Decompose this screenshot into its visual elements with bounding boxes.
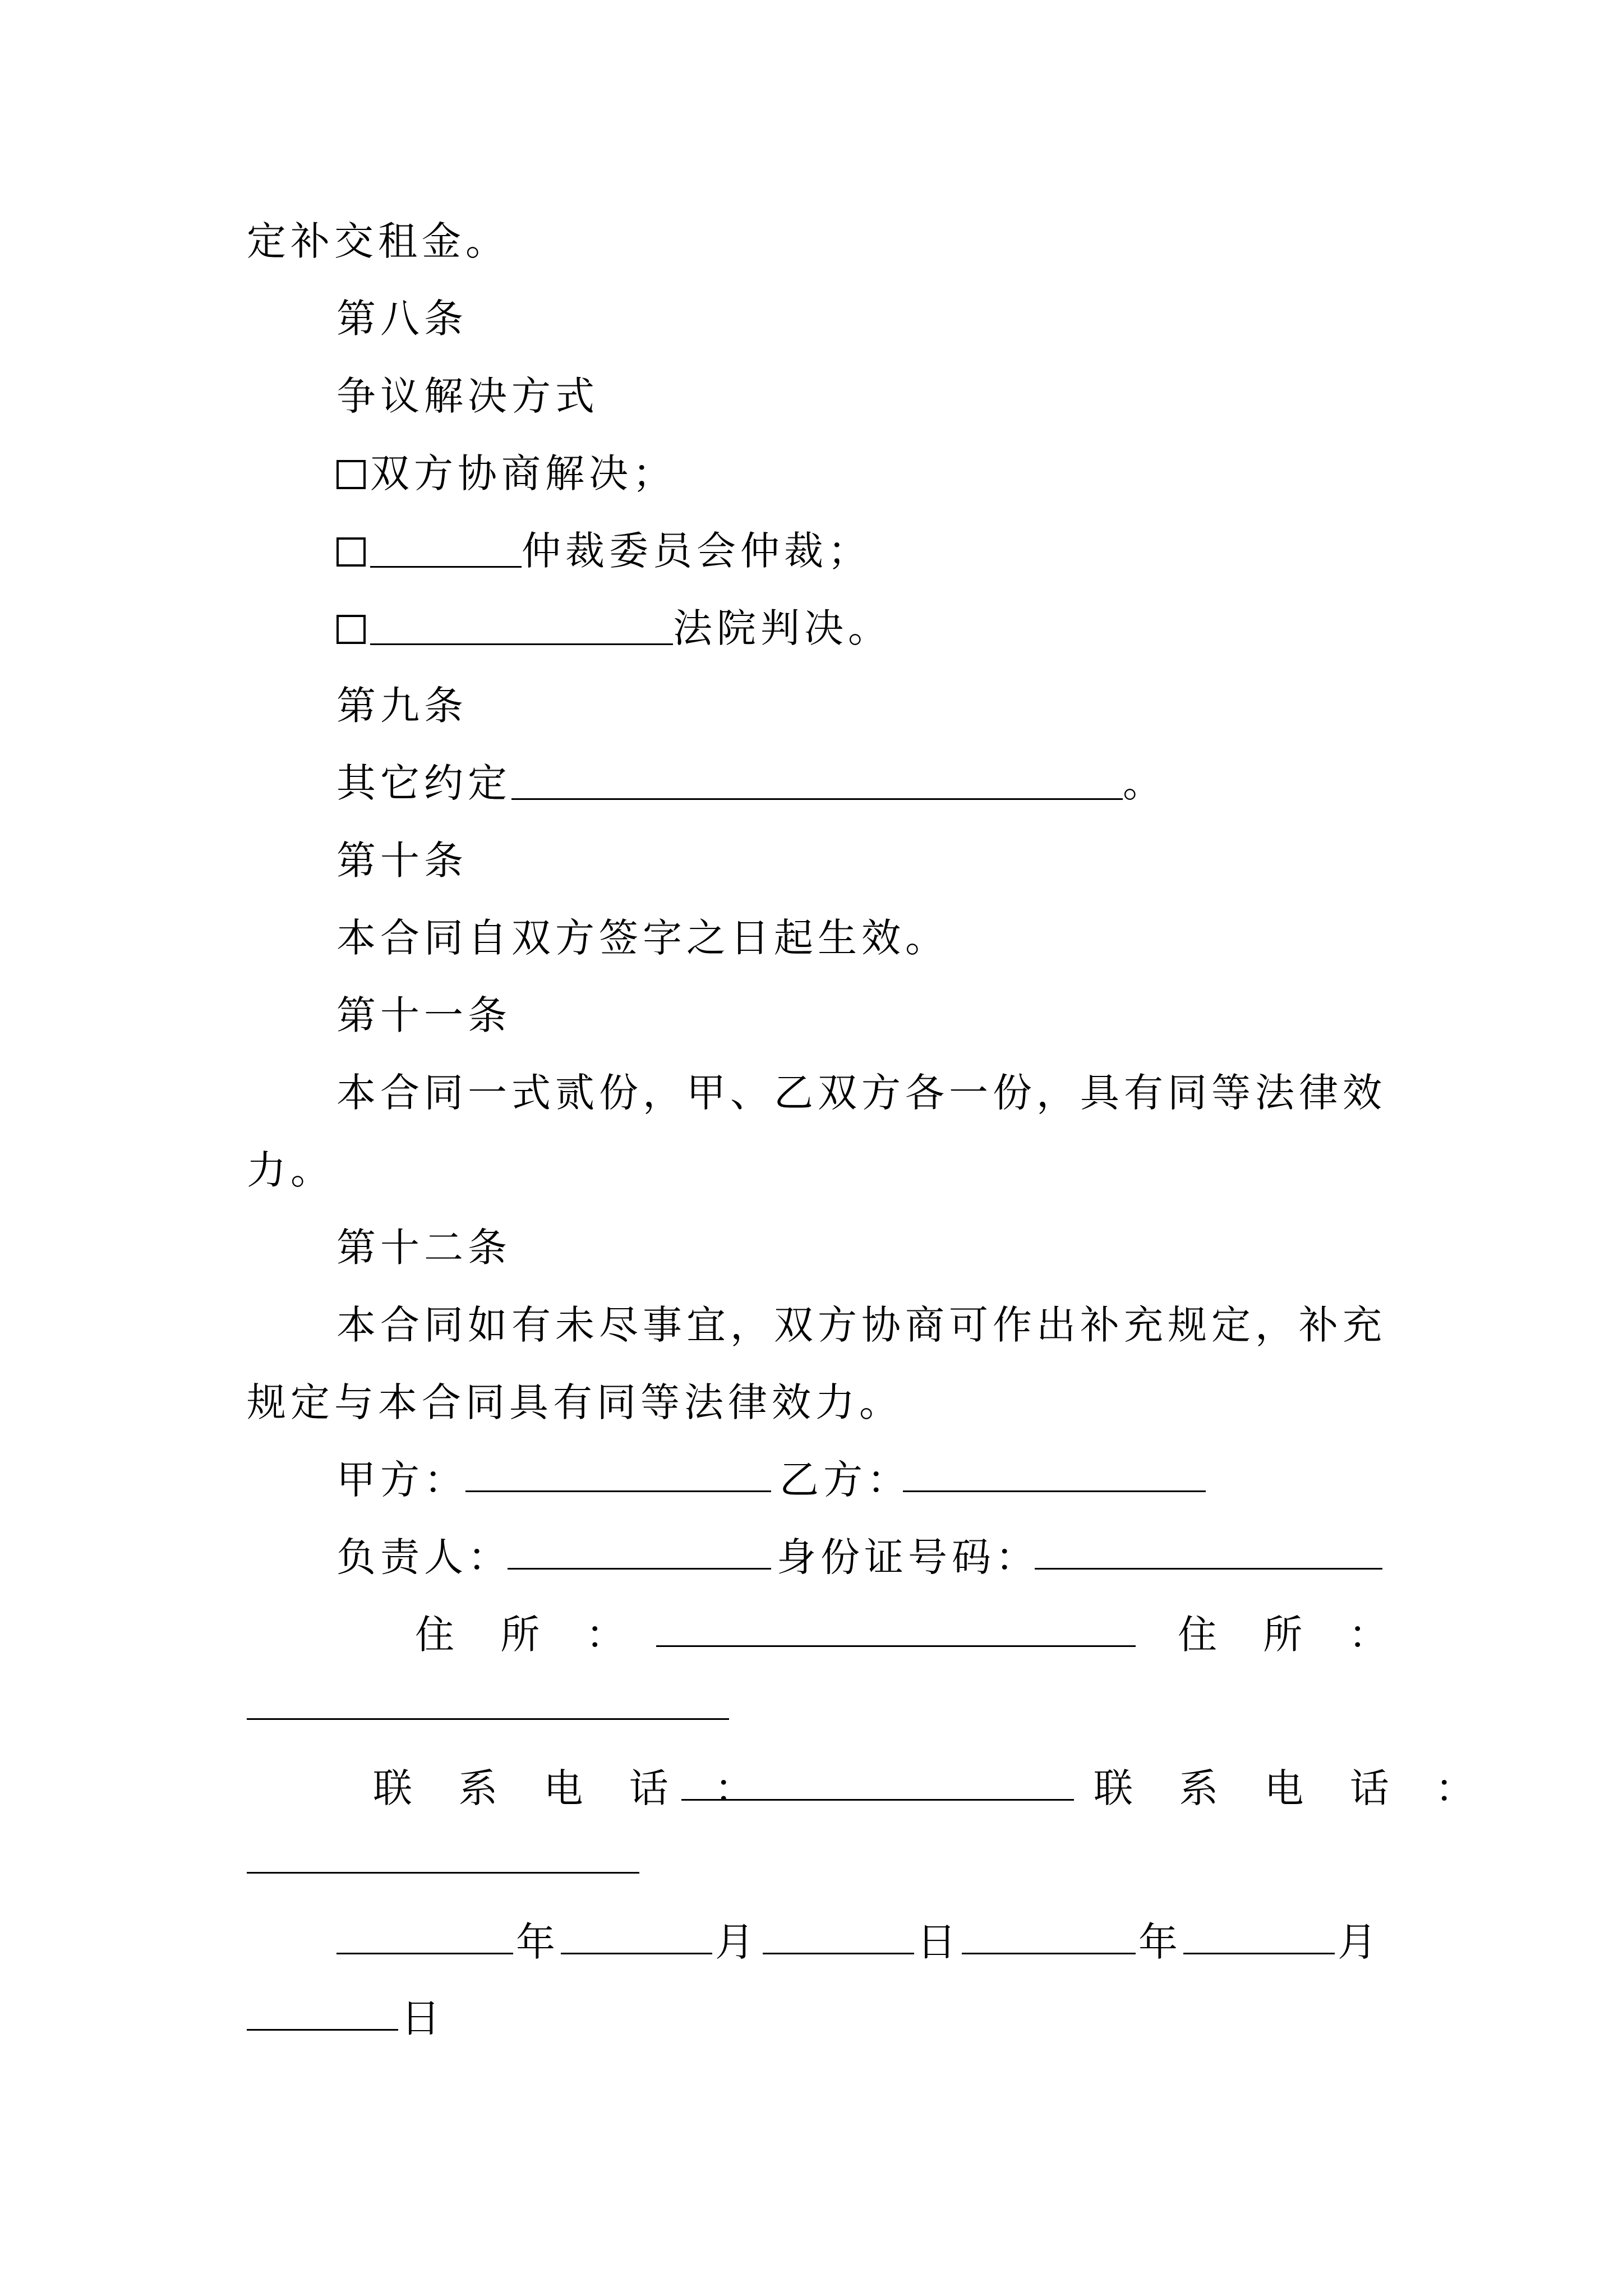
- option-court: [336, 600, 892, 656]
- article-12-heading: 第十二条: [336, 1225, 511, 1271]
- option-label: 仲裁委员会仲裁；: [522, 528, 872, 574]
- address-label-a: 住 所 ：: [415, 1612, 642, 1658]
- year-field-b[interactable]: [962, 1953, 1136, 1954]
- court-blank[interactable]: [370, 610, 673, 645]
- checkbox[interactable]: [336, 537, 366, 567]
- responsible-label: 负责人：: [336, 1534, 511, 1580]
- responsible-field[interactable]: [508, 1568, 771, 1570]
- checkbox[interactable]: [336, 460, 366, 489]
- year-field-a[interactable]: [336, 1953, 513, 1954]
- option-label: 双方协商解决；: [370, 450, 676, 496]
- effective-clause: 本合同自双方签字之日起生效。: [336, 915, 949, 961]
- copies-clause-line2: 力。: [247, 1147, 334, 1193]
- checkbox[interactable]: [336, 615, 366, 644]
- day-label: 日: [401, 1995, 445, 2041]
- address-field-b[interactable]: [247, 1718, 729, 1720]
- article-9-heading: 第九条: [336, 683, 468, 729]
- month-field-a[interactable]: [561, 1953, 712, 1954]
- supplement-clause-line1: 本合同如有未尽事宜，双方协商可作出补充规定，补充: [336, 1302, 1386, 1348]
- party-b-field[interactable]: [903, 1490, 1206, 1492]
- dispute-heading: 争议解决方式: [336, 373, 599, 419]
- party-a-field[interactable]: [465, 1490, 771, 1492]
- month-field-b[interactable]: [1183, 1953, 1335, 1954]
- day-field-a[interactable]: [763, 1953, 914, 1954]
- other-terms-label: 其它约定: [336, 760, 511, 806]
- supplement-clause-line2: 规定与本合同具有同等法律效力。: [247, 1379, 903, 1425]
- party-a-label: 甲方：: [336, 1457, 468, 1503]
- arbitration-blank[interactable]: [370, 532, 522, 568]
- phone-label-a: 联 系 电 话 ：: [373, 1765, 771, 1811]
- address-field-a[interactable]: [656, 1645, 1136, 1647]
- text-line: 定补交租金。: [247, 218, 509, 264]
- id-number-label: 身份证号码：: [777, 1534, 1039, 1580]
- article-11-heading: 第十一条: [336, 992, 511, 1038]
- phone-field-b[interactable]: [247, 1872, 639, 1874]
- year-label: 年: [1138, 1919, 1182, 1965]
- other-terms: [336, 755, 1166, 811]
- article-10-heading: 第十条: [336, 838, 468, 884]
- option-negotiation: [336, 445, 676, 501]
- address-label-b: 住 所 ：: [1178, 1612, 1405, 1658]
- phone-field-a[interactable]: [681, 1799, 1074, 1801]
- option-arbitration: [336, 523, 872, 579]
- article-8-heading: 第八条: [336, 296, 468, 342]
- day-field-b[interactable]: [247, 2029, 398, 2031]
- month-label: 月: [715, 1919, 759, 1965]
- id-number-field[interactable]: [1035, 1568, 1382, 1570]
- other-terms-blank[interactable]: [511, 765, 1123, 800]
- day-label: 日: [917, 1919, 961, 1965]
- phone-label-b: 联 系 电 话 ：: [1094, 1765, 1492, 1811]
- period: 。: [1123, 760, 1166, 806]
- copies-clause-line1: 本合同一式贰份，甲、乙双方各一份，具有同等法律效: [336, 1070, 1386, 1116]
- option-label: 法院判决。: [673, 605, 892, 651]
- month-label: 月: [1338, 1919, 1381, 1965]
- year-label: 年: [516, 1919, 560, 1965]
- party-b-label: 乙方：: [780, 1457, 911, 1503]
